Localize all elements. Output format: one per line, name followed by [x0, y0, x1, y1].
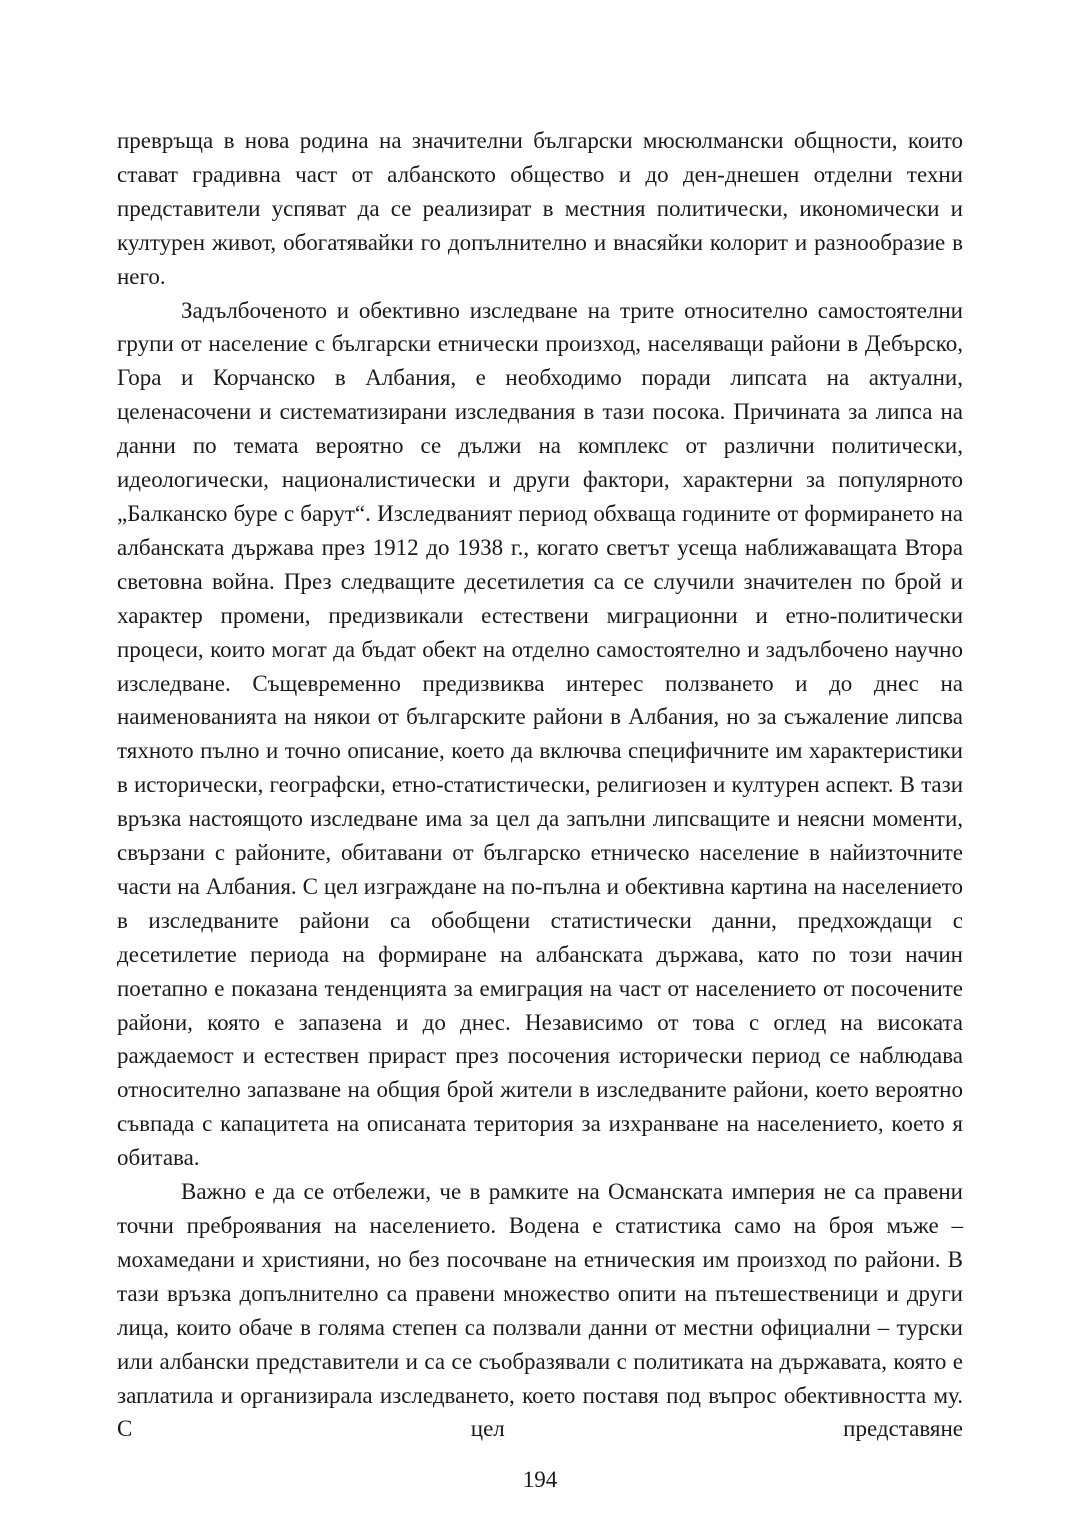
- body-text: [117, 124, 963, 1446]
- paragraph-3: Важно е да се отбележи, че в рамките на Османската империя не са правени точни преброявания на населението. Водена е статистика само на броя мъже – мохамедани и християни, но без посочване на етническия им произход по райони. В тази връзка допълнително са правени множество опити на пътешественици и други лица, които обаче в голяма степен са ползвали данни от местни официални – турски или албански представители и са се съобразявали с политиката на държавата, която е заплатила и организирала изследването, което поставя под въпрос обективността му. С цел представяне: [117, 1179, 963, 1442]
- paragraph-1: превръща в нова родина на значителни български мюсюлмански общности, които стават градивна част от албанското общество и до ден-днешен отделни техни представители успяват да се реализират в местния политически, икономически и културен живот, обогатявайки го допълнително и внасяйки колорит и разнообразие в него.: [117, 128, 963, 289]
- paragraph-2: Задълбоченото и обективно изследване на трите относително самостоятелни групи от население с български етнически произход, населяващи райони в Дебърско, Гора и Корчанско в Албания, е необходимо поради липсата на актуални, целенасочени и систематизирани изследвания в тази посока. Причината за липса на данни по темата вероятно се дължи на комплекс от различни политически, идеологически, националистически и други фактори, характерни за популярното „Балканско буре с барут“. Изследваният период обхваща годините от формирането на албанската държава през 1912 до 1938 г., когато светът усеща наближаващата Втора световна война. През следващите десетилетия са се случили значителен по брой и характер промени, предизвикали естествени миграционни и етно-политически процеси, които могат да бъдат обект на отделно самостоятелно и задълбочено научно изследване. Същевременно предизвиква интерес ползването и до днес на наименованията на някои от българските райони в Албания, но за съжаление липсва тяхното пълно и точно описание, което да включва специфичните им характеристики в исторически, географски, етно-статистически, религиозен и културен аспект. В тази връзка настоящото изследване има за цел да запълни липсващите и неясни моменти, свързани с районите, обитавани от българско етническо население в найизточните части на Албания. С цел изграждане на по-пълна и обективна картина на населението в изследваните райони са обобщени статистически данни, предхождащи с десетилетие периода на формиране на албанската държава, като по този начин поетапно е показана тенденцията за емиграция на част от населението от посочените райони, която е запазена и до днес. Независимо от това с оглед на високата раждаемост и естествен прираст през посочения исторически период се наблюдава относително запазване на общия брой жители в изследваните райони, което вероятно съвпада с капацитета на описаната територия за изхранване на населението, което я обитава.: [117, 297, 963, 1171]
- page-number: 194: [522, 1467, 558, 1492]
